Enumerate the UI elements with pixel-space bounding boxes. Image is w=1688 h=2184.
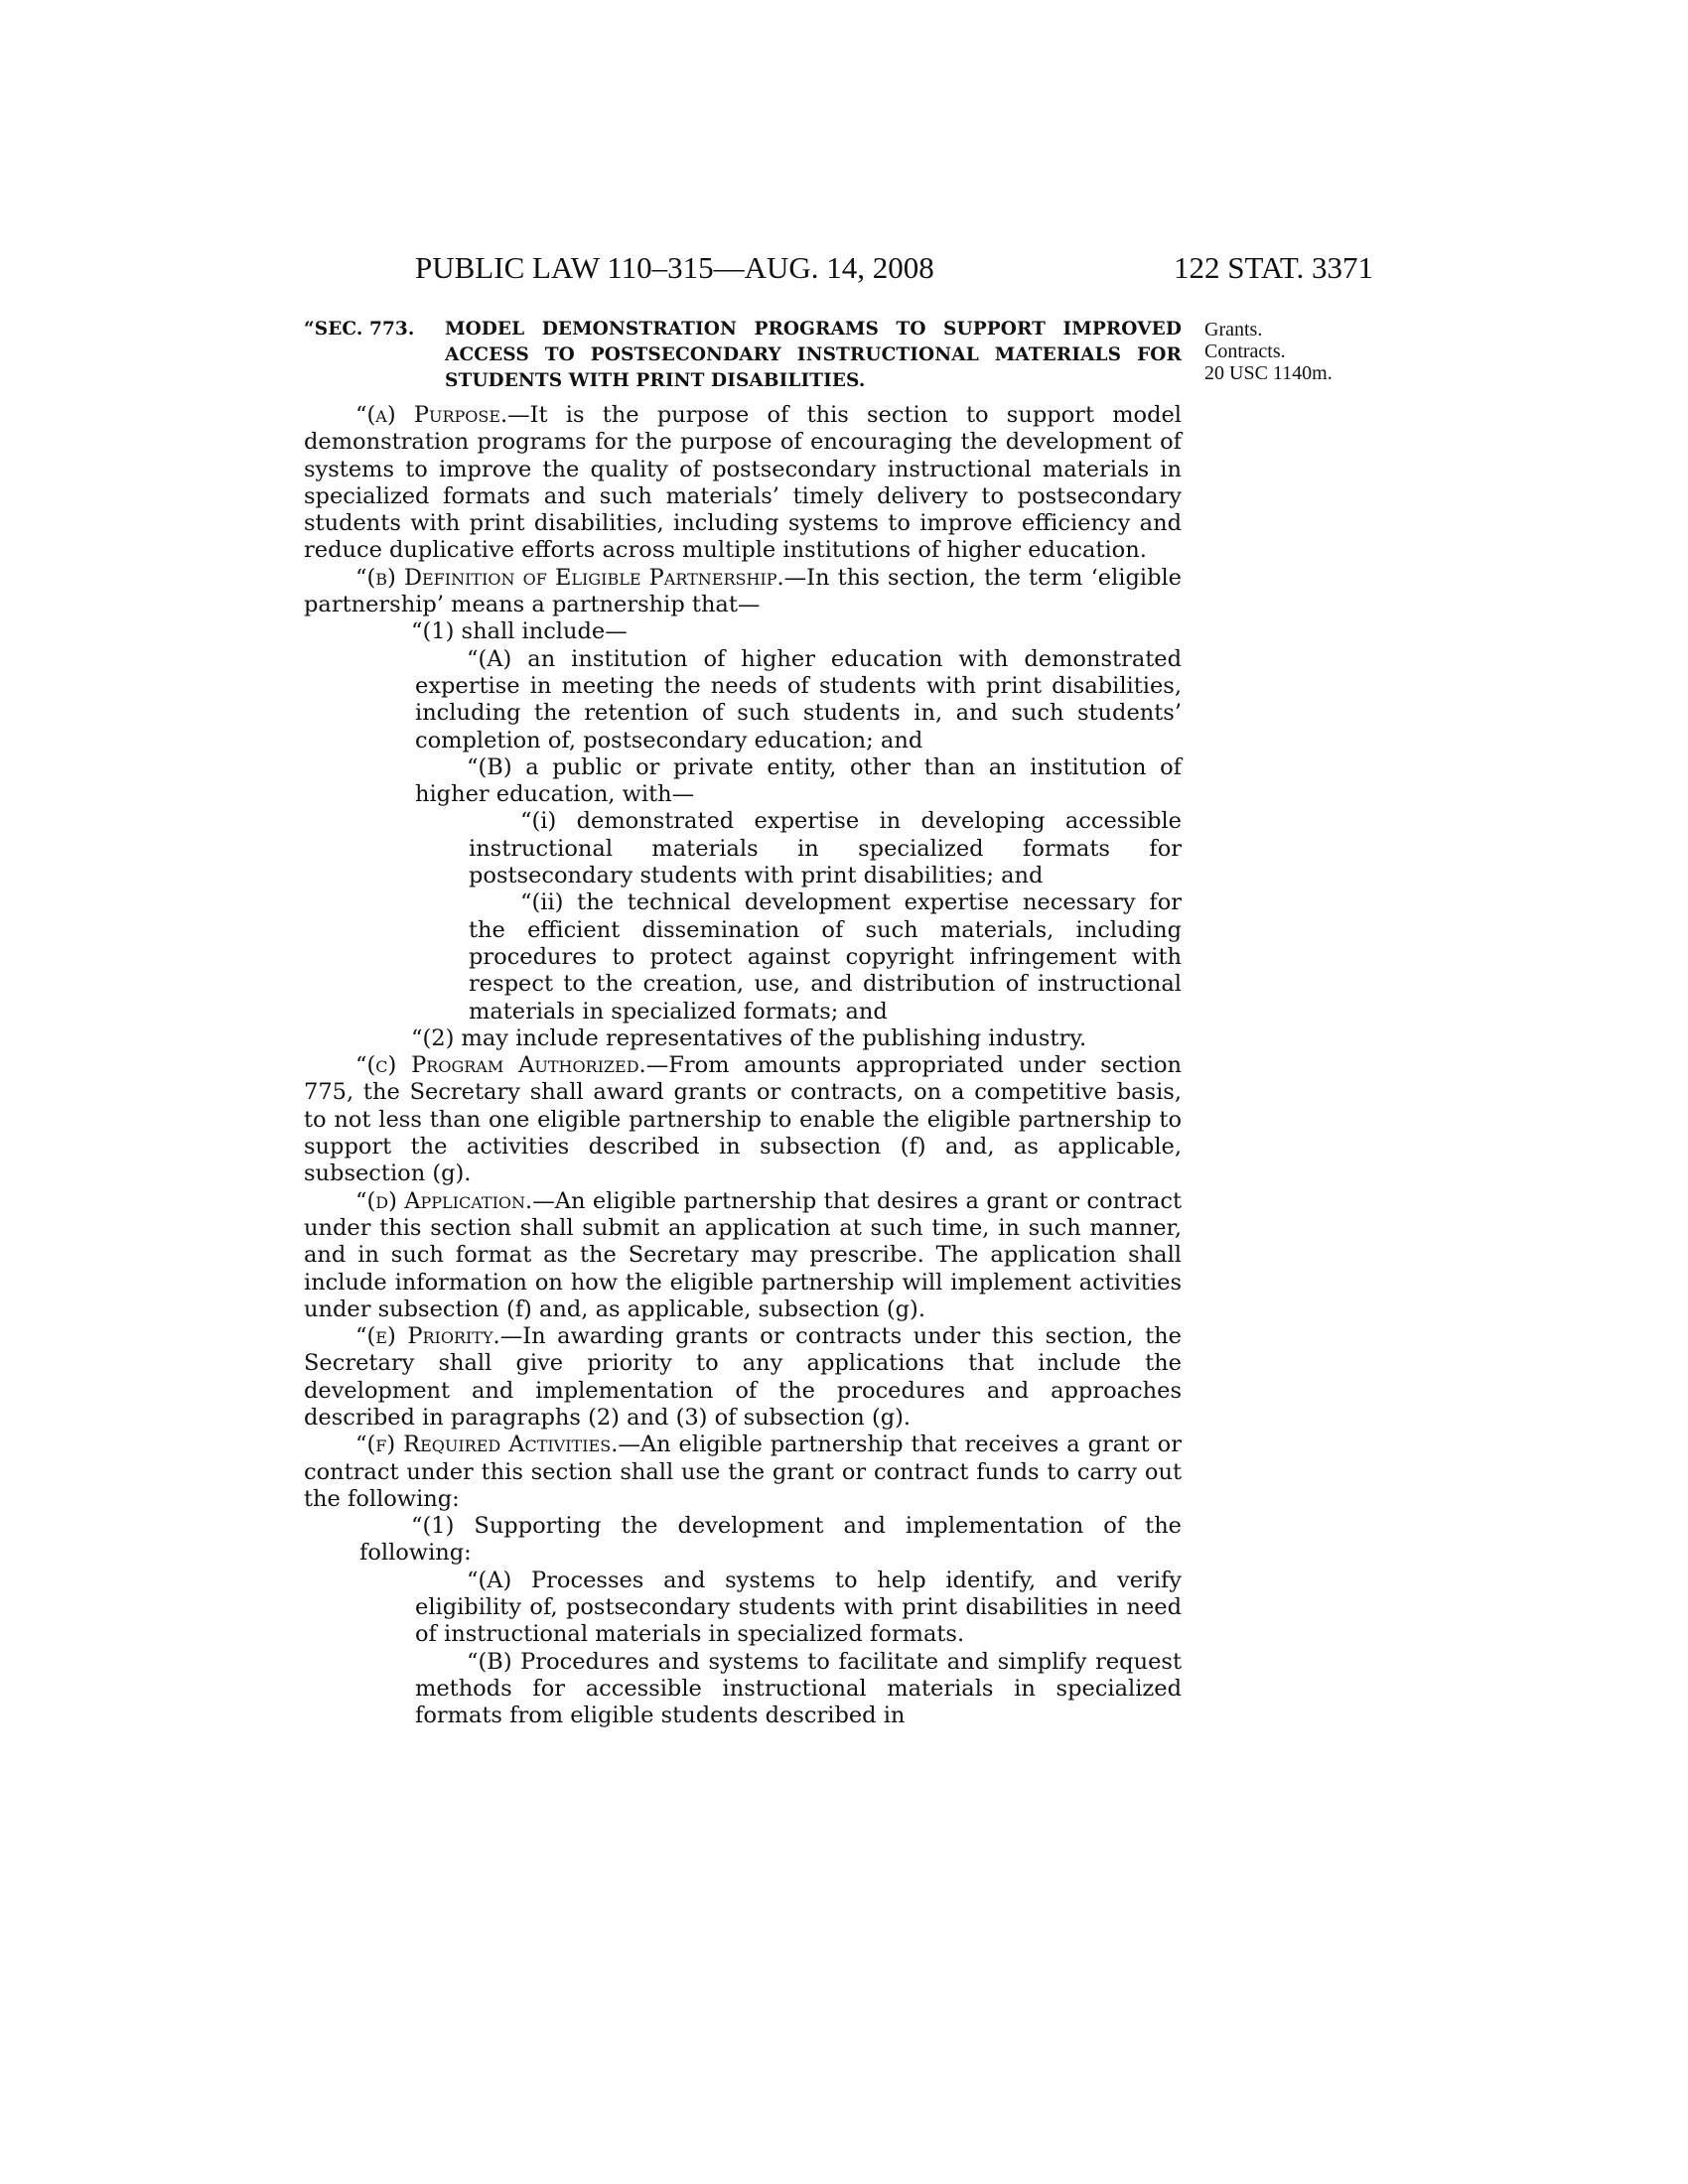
- subsection-d: [304, 1188, 1182, 1323]
- clause-b1Bii: “(ii) the technical development expertise necessary for the efficient dissemination of such materials, including procedures to protect against copyright infringement with respect to the creation, use, and distribution of instructional materials in specialized formats; and: [469, 889, 1182, 1024]
- subsection-c-text: —From amounts appropriated under section 775, the Secretary shall award grants or contracts, on a competitive basis, to not less than one eligible partnership to enable the eligible partnership to support the activities described in subsection (f) and, as applicable, subsection (g).: [304, 1052, 1182, 1187]
- subsection-c: [304, 1052, 1182, 1187]
- subparagraph-f1B: “(B) Procedures and systems to facilitate and simplify request methods for accessible instructional materials in specialized formats from eligible students described in: [415, 1648, 1182, 1729]
- margin-note-contracts: Contracts.: [1204, 341, 1286, 362]
- subsection-b-text: —In this section, the term ‘eligible partnership’ means a partnership that—: [304, 564, 1182, 618]
- paragraph-f1: “(1) Supporting the development and implementation of the following:: [359, 1513, 1182, 1567]
- subparagraph-b1A: “(A) an institution of higher education with demonstrated expertise in meeting the needs of students with print disabilities, including the retention of such students in, and such students’ completion of, postsecondary education; and: [415, 645, 1182, 753]
- margin-note-usc-citation: 20 USC 1140m.: [1204, 362, 1333, 384]
- paragraph-b2: “(2) may include representatives of the publishing industry.: [411, 1024, 1087, 1051]
- subsection-b-heading: “(b) Definition of Eligible Partnership.: [355, 564, 784, 591]
- subsection-b: [304, 565, 1182, 619]
- section-body: [304, 402, 1182, 1730]
- subsection-a-text: —It is the purpose of this section to support model demonstration programs for the purpose of encouraging the development of systems to improve the quality of postsecondary instructional materials in specialized formats and such materials’ timely delivery to postsecondary students with print disabilities, including systems to improve efficiency and reduce duplicative efforts across multiple institutions of higher education.: [304, 402, 1182, 564]
- subsection-f-text: —An eligible partnership that receives a grant or contract under this section shall use the grant or contract funds to carry out the following:: [304, 1432, 1182, 1512]
- subsection-e-text: —In awarding grants or contracts under this section, the Secretary shall give priority to any applications that include the development and implementation of the procedures and approaches described in paragraphs (2) and (3) of subsection (g).: [304, 1323, 1182, 1431]
- subsection-c-heading: “(c) Program Authorized.: [355, 1052, 646, 1079]
- subsection-f-heading: “(f) Required Activities.: [355, 1432, 619, 1458]
- subsection-e-heading: “(e) Priority.: [355, 1323, 500, 1350]
- subsection-f: [304, 1432, 1182, 1513]
- section-heading: [304, 317, 1182, 394]
- clause-b1Bi: “(i) demonstrated expertise in developing accessible instructional materials in specialized formats for postsecondary students with print disabilities; and: [469, 808, 1182, 889]
- margin-notes: [1204, 319, 1333, 384]
- subsection-a: [304, 402, 1182, 565]
- margin-note-grants: Grants.: [1204, 319, 1263, 341]
- subsection-d-heading: “(d) Application.: [355, 1187, 533, 1214]
- subparagraph-b1B: “(B) a public or private entity, other than an institution of higher education, with—: [415, 753, 1182, 808]
- statute-page-number: 122 STAT. 3371: [1173, 250, 1373, 285]
- running-head: [415, 248, 1373, 288]
- subsection-d-text: —An eligible partnership that desires a grant or contract under this section shall submit an application at such time, in such manner, and in such format as the Secretary may prescribe. The application shall include information on how the eligible partnership will implement activities under subsection (f) and, as applicable, subsection (g).: [304, 1187, 1183, 1322]
- running-head-title: PUBLIC LAW 110–315—AUG. 14, 2008: [415, 250, 934, 285]
- subsection-a-heading: “(a) Purpose.: [355, 402, 508, 428]
- subparagraph-f1A: “(A) Processes and systems to help identify, and verify eligibility of, postsecondary students with print disabilities in need of instructional materials in specialized formats.: [415, 1567, 1182, 1648]
- section-title: MODEL DEMONSTRATION PROGRAMS TO SUPPORT IMPROVED ACCESS TO POSTSECONDARY INSTRUCTIONAL MATERIALS FOR STUDENTS WITH PRINT DISABILITIES.: [445, 319, 1182, 391]
- paragraph-b1: “(1) shall include—: [411, 618, 628, 645]
- section-number: “SEC. 773.: [304, 319, 415, 340]
- subsection-e: [304, 1323, 1182, 1432]
